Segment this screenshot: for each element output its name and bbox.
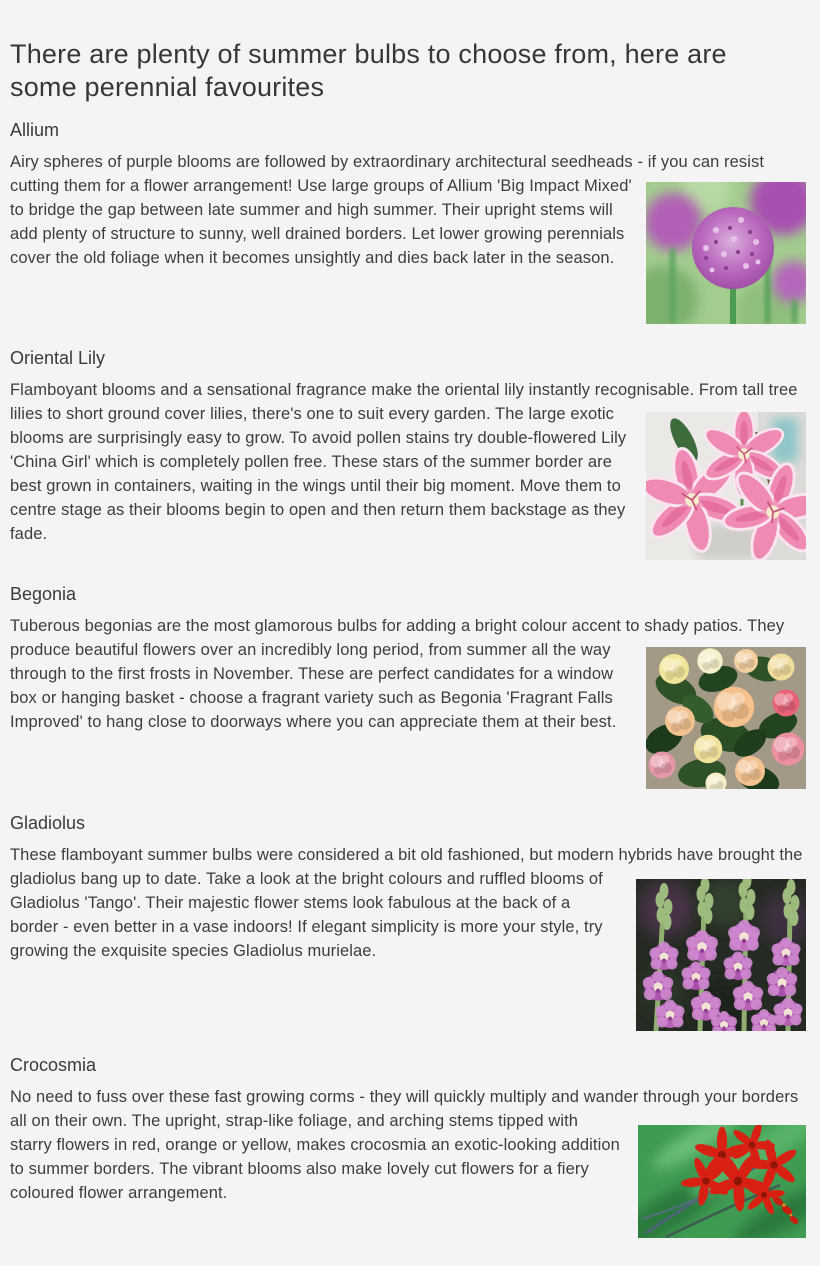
- section-crocosmia: [10, 1055, 806, 1246]
- section-body-crocosmia: [10, 1085, 806, 1205]
- crocosmia-photo: [638, 1125, 806, 1238]
- oriental-lily-photo-image: [646, 412, 806, 560]
- float-spacer: [805, 378, 806, 412]
- float-spacer: [805, 1085, 806, 1125]
- page-title: There are plenty of summer bulbs to choose from, here are some perennial favourites: [10, 39, 727, 102]
- section-heading-allium: Allium: [10, 120, 60, 140]
- begonia-photo-image: [646, 647, 806, 789]
- section-heading-oriental-lily: Oriental Lily: [10, 348, 106, 368]
- section-heading-begonia: Begonia: [10, 584, 77, 604]
- section-heading-crocosmia: Crocosmia: [10, 1055, 97, 1075]
- section-oriental-lily: [10, 348, 806, 568]
- begonia-photo: [646, 647, 806, 789]
- section-begonia: [10, 584, 806, 797]
- section-allium: [10, 120, 806, 332]
- section-paragraph-begonia: Tuberous begonias are the most glamorous bulbs for adding a bright colour accent to shady patios. They produce beautiful flowers over an incredibly long period, from summer all the way through to the first frosts in November. These are perfect candidates for a window box or hanging basket - choose a fragrant variety such as Begonia 'Fragrant Falls Improved' to hang close to doorways where you can appreciate them at their best.: [10, 617, 785, 731]
- section-paragraph-crocosmia: No need to fuss over these fast growing corms - they will quickly multiply and wander through your borders all on their own. The upright, strap-like foliage, and arching stems tipped with starry flowers in red, orange or yellow, makes crocosmia an exotic-looking addition to summer borders. The vibrant blooms also make lovely cut flowers for a fiery coloured flower arrangement.: [10, 1088, 799, 1202]
- section-body-allium: [10, 150, 806, 270]
- gladiolus-photo-image: [636, 879, 806, 1031]
- oriental-lily-photo: [646, 412, 806, 560]
- gladiolus-photo: [636, 879, 806, 1031]
- float-spacer: [805, 614, 806, 647]
- allium-photo-image: [646, 182, 806, 324]
- allium-photo: [646, 182, 806, 324]
- section-gladiolus: [10, 813, 806, 1039]
- section-paragraph-oriental-lily: Flamboyant blooms and a sensational fragrance make the oriental lily instantly recognisable. From tall tree lilies to short ground cover lilies, there's one to suit every garden. The large exotic blooms are surprisingly easy to grow. To avoid pollen stains try double-flowered Lily 'China Girl' which is completely pollen free. These stars of the summer border are best grown in containers, waiting in the wings until their big moment. Move them to centre stage as their blooms begin to open and then return them backstage as they fade.: [10, 381, 798, 543]
- float-spacer: [805, 843, 806, 879]
- section-body-begonia: [10, 614, 806, 734]
- section-paragraph-allium: Airy spheres of purple blooms are followed by extraordinary architectural seedheads - if you can resist cutting them for a flower arrangement! Use large groups of Allium 'Big Impact Mixed' to bridge the gap between late summer and high summer. Their upright stems will add plenty of structure to sunny, well drained borders. Let lower growing perennials cover the old foliage when it becomes unsightly and dies back later in the season.: [10, 153, 765, 267]
- section-body-oriental-lily: [10, 378, 806, 546]
- section-heading-gladiolus: Gladiolus: [10, 813, 86, 833]
- section-body-gladiolus: [10, 843, 806, 963]
- section-paragraph-gladiolus: These flamboyant summer bulbs were considered a bit old fashioned, but modern hybrids have brought the gladiolus bang up to date. Take a look at the bright colours and ruffled blooms of Gladiolus 'Tango'. Their majestic flower stems look fabulous at the back of a border - even better in a vase indoors! If elegant simplicity is more your style, try growing the exquisite species Gladiolus murielae.: [10, 846, 803, 960]
- crocosmia-photo-image: [638, 1125, 806, 1238]
- float-spacer: [805, 150, 806, 182]
